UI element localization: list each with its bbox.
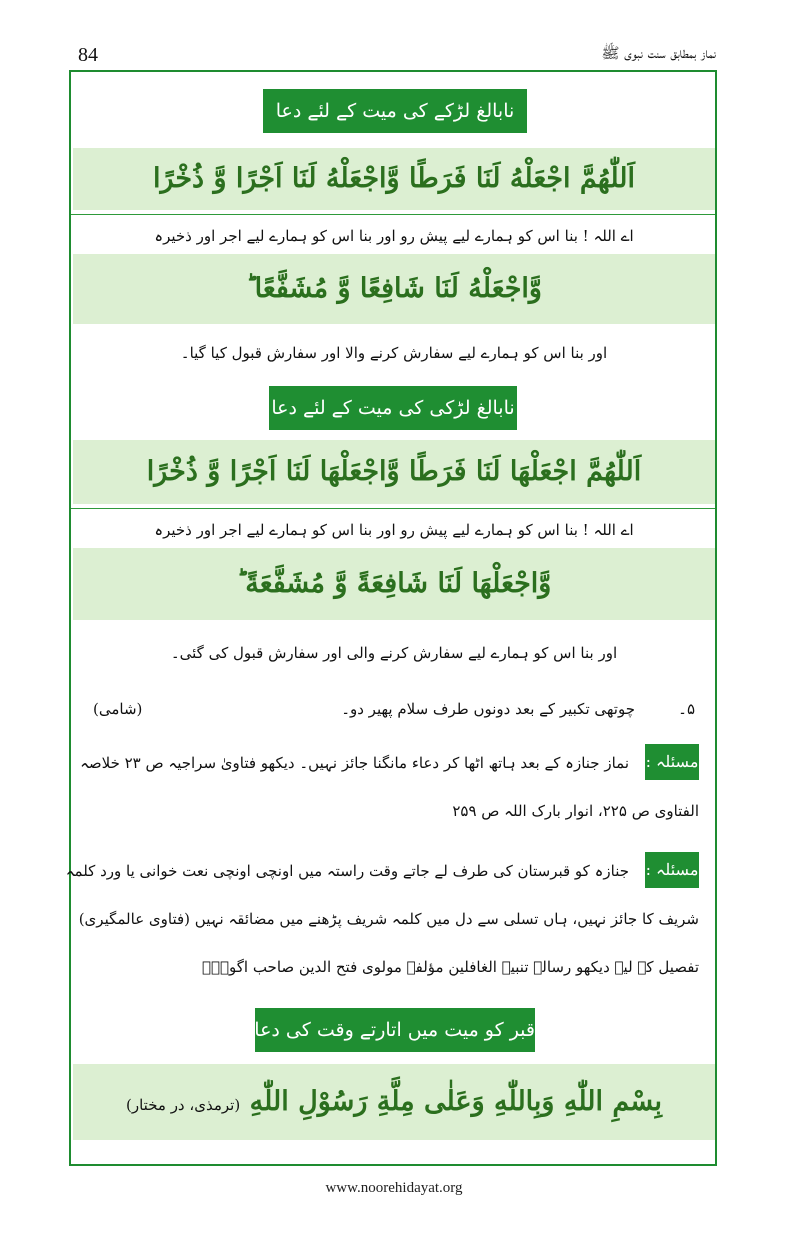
translation-boy-1: اے اللہ ! بنا اس کو ہمارے لیے پیش رو اور بنا اس کو ہمارے لیے اجر اور ذخیرہ [154, 227, 634, 245]
arabic-dua-boy-2: وَّاجْعَلْهُ لَنَا شَافِعًا وَّ مُشَفَّعًا ؕ [73, 254, 715, 324]
section-title-boy: نابالغ لڑکے کی میت کے لئے دعا [263, 89, 527, 133]
masala-1-line-1: نماز جنازہ کے بعد ہاتھ اٹھا کر دعاء مانگنا جائز نہیں۔ دیکھو فتاویٰ سراجیہ ص ۲۳ خلاصہ [80, 754, 629, 772]
step-text: چوتھی تکبیر کے بعد دونوں طرف سلام پھیر دو۔ [341, 700, 635, 718]
arabic-dua-girl-2: وَّاجْعَلْهَا لَنَا شَافِعَةً وَّ مُشَفَّعَةً ؕ [73, 548, 715, 620]
translation-girl-2: اور بنا اس کو ہمارے لیے سفارش کرنے والی اور سفارش قبول کی گئی۔ [170, 644, 618, 662]
grave-reference: (ترمذی، در مختار) [126, 1096, 241, 1114]
page-number: 84 [78, 44, 98, 66]
masala-badge: مسئلہ : [645, 744, 699, 780]
translation-boy-2: اور بنا اس کو ہمارے لیے سفارش کرنے والا اور سفارش قبول کیا گیا۔ [180, 344, 608, 362]
step-reference: (شامی) [93, 700, 143, 718]
running-head: نماز بمطابق سنت نبوی ﷺ [601, 44, 716, 62]
masala-2-line-3: تفصیل کے لیے دیکھو رسالہ تنبیہ الغافلین مؤلفہ مولوی فتح الدین صاحب اگویؒ۔ [202, 958, 699, 976]
divider [71, 508, 715, 509]
step-number: ۵۔ [678, 700, 695, 718]
content-frame [65, 70, 717, 1166]
arabic-dua-girl-1: اَللّٰهُمَّ اجْعَلْهَا لَنَا فَرَطًا وَّاجْعَلْهَا لَنَا اَجْرًا وَّ ذُخْرًا [73, 440, 715, 504]
footer-url: www.noorehidayat.org [325, 1180, 463, 1196]
divider [71, 214, 715, 215]
arabic-dua-grave-row [73, 1064, 715, 1140]
masala-1-line-2: الفتاوی ص ۲۲۵، انوار بارک اللہ ص ۲۵۹ [452, 802, 699, 820]
masala-2-line-2: شریف کا جائز نہیں، ہاں تسلی سے دل میں کلمہ شریف پڑھنے میں مضائقہ نہیں (فتاوی عالمگیری) [78, 910, 699, 928]
arabic-dua-boy-1: اَللّٰهُمَّ اجْعَلْهُ لَنَا فَرَطًا وَّاجْعَلْهُ لَنَا اَجْرًا وَّ ذُخْرًا [73, 148, 715, 210]
translation-girl-1: اے اللہ ! بنا اس کو ہمارے لیے پیش رو اور بنا اس کو ہمارے لیے اجر اور ذخیرہ [154, 521, 634, 539]
section-title-girl: نابالغ لڑکی کی میت کے لئے دعا [269, 386, 517, 430]
masala-2-line-1: جنازہ کو قبرستان کی طرف لے جاتے وقت راستہ میں اونچی اونچی نعت خوانی یا ورد کلمہ [65, 862, 629, 880]
masala-badge: مسئلہ : [645, 852, 699, 888]
arabic-dua-grave: بِسْمِ اللّٰهِ وَبِاللّٰهِ وَعَلٰى مِلَّةِ رَسُوْلِ اللّٰهِ [249, 1086, 662, 1117]
section-title-grave: قبر کو میت میں اتارتے وقت کی دعا [255, 1008, 535, 1052]
